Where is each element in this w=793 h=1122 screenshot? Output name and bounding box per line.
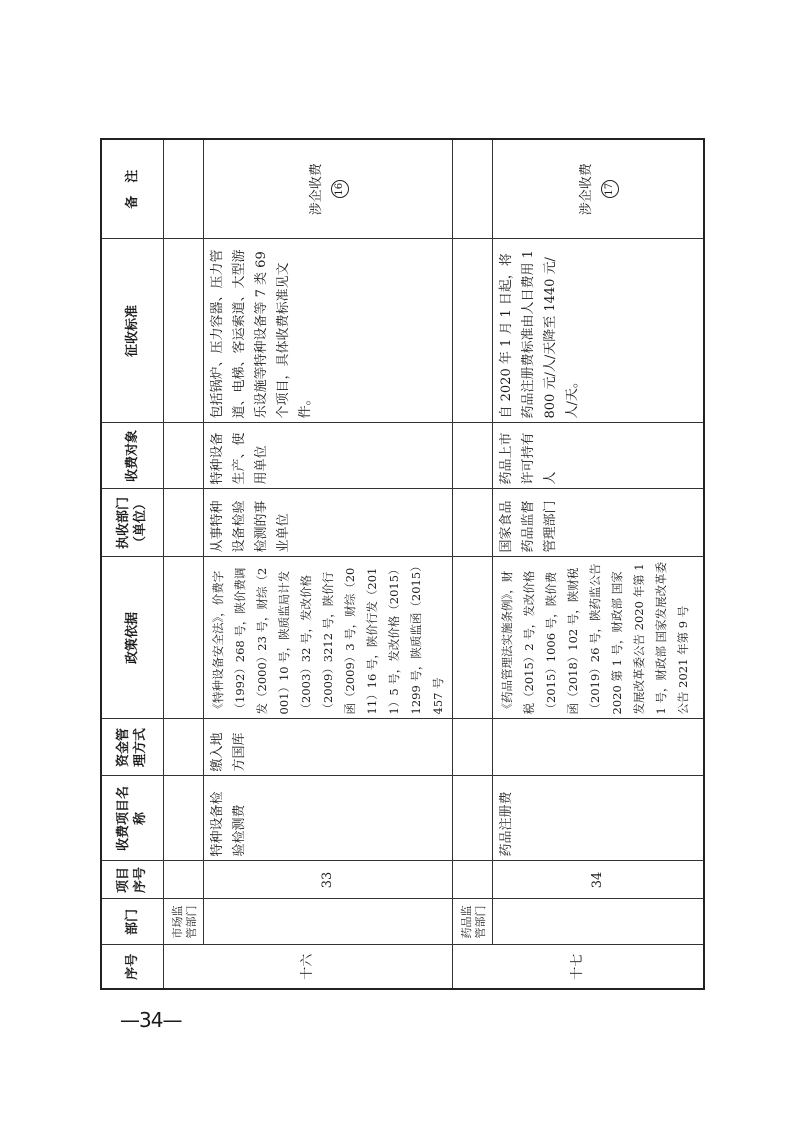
- remark-text: 涉企收费: [308, 163, 324, 216]
- fund-mgmt: [492, 719, 704, 776]
- remark-cell: [203, 139, 452, 239]
- page-number: —34—: [120, 1008, 182, 1032]
- item-no: 34: [492, 861, 704, 899]
- group-row-market: [163, 139, 203, 989]
- seq-cell: 十七: [452, 945, 704, 989]
- remark-cell: [492, 139, 704, 239]
- fund-mgmt: 缴入地方国库: [203, 719, 452, 776]
- item-name: 药品注册费: [492, 776, 704, 861]
- remark-text: 涉企收费: [578, 163, 594, 216]
- header-item-no: 项目序号: [101, 861, 163, 899]
- header-row: [101, 139, 163, 989]
- header-dept: 部门: [101, 899, 163, 945]
- header-item-name: 收费项目名称: [101, 776, 163, 861]
- group-row-drug: [452, 139, 492, 989]
- header-seq: 序号: [101, 945, 163, 989]
- standard: 自 2020 年 1 月 1 日起，将药品注册费标准由人日费用 1800 元/人/天降至 1440 元/人/天。: [492, 239, 704, 423]
- table-row-item-33: [203, 139, 452, 989]
- header-agency: 执收部门（单位）: [101, 489, 163, 557]
- seq-cell: 十六: [163, 945, 452, 989]
- header-remark: 备 注: [101, 139, 163, 239]
- header-fund-mgmt: 资金管理方式: [101, 719, 163, 776]
- dept-name: 市场监管部门: [171, 905, 198, 939]
- fee-table: [100, 138, 705, 990]
- agency: 从事特种设备检验检测的事业单位: [203, 489, 452, 557]
- policy-basis: 《特种设备安全法》，价费字（1992）268 号，陕价费调发（2000）23 号，财综（2001）10 号，陕质监局计发（2003）32 号，发改价格（2009）3212 号，陕价行函（2009）3 号，财综（2011）16 号，陕价行发（2011）5 号，发改价格（2015）1299 号，陕质监函（2015）457 号: [203, 557, 452, 719]
- dept-cell: [452, 899, 492, 945]
- header-policy: 政策依据: [101, 557, 163, 719]
- dept-name: 药品监管部门: [460, 905, 487, 939]
- agency: 国家食品药品监督管理部门: [492, 489, 704, 557]
- header-payer: 收费对象: [101, 423, 163, 489]
- rotated-page: [100, 140, 690, 990]
- payer: 药品上市许可持有人: [492, 423, 704, 489]
- circled-number-icon: 16: [331, 180, 349, 198]
- dept-cell: [163, 899, 203, 945]
- table-row-item-34: [492, 139, 704, 989]
- policy-basis: 《药品管理法实施条例》，财税（2015）2 号，发改价格（2015）1006 号，陕价费函（2018）102 号，陕财税（2019）26 号，陕药监公告 2020 第 1 号，财政部 国家发展改革委公告 2020 年第 11 号，财政部 国家发展改革委公告 2021 年第 9 号: [492, 557, 704, 719]
- item-name: 特种设备检验检测费: [203, 776, 452, 861]
- standard: 包括锅炉、压力容器、压力管道、电梯、客运索道、大型游乐设施等特种设备等 7 类 69 个项目，具体收费标准见文件。: [203, 239, 452, 423]
- header-standard: 征收标准: [101, 239, 163, 423]
- payer: 特种设备生产、使用单位: [203, 423, 452, 489]
- rotated-table-wrapper: [100, 140, 690, 990]
- item-no: 33: [203, 861, 452, 899]
- circled-number-icon: 17: [601, 180, 619, 198]
